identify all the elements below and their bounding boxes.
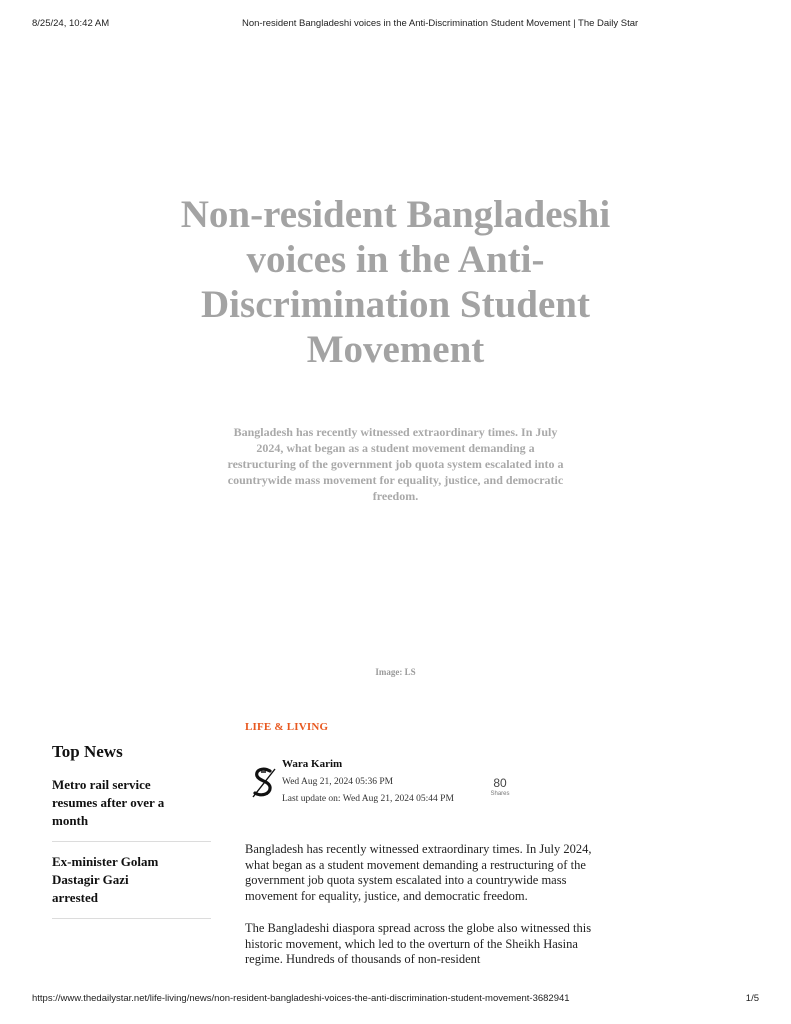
publish-date: Wed Aug 21, 2024 05:36 PM: [282, 777, 394, 787]
top-news-sidebar: [52, 742, 211, 930]
article-paragraph: The Bangladeshi diaspora spread across the globe also witnessed this historic movement, which led to the overturn of the Sheikh Hasina regime. Hundreds of thousands of non-resident: [245, 920, 592, 967]
print-page-title: Non-resident Bangladeshi voices in the Anti-Discrimination Student Movement | The Daily Star: [242, 18, 639, 29]
shares-counter: [485, 776, 515, 798]
shares-count: 80: [493, 776, 507, 790]
top-news-item-title[interactable]: Metro rail service resumes after over a month: [52, 777, 165, 828]
shares-label: Shares: [490, 791, 510, 797]
top-news-item[interactable]: [52, 853, 211, 919]
article-paragraph: Bangladesh has recently witnessed extraordinary times. In July 2024, what began as a student movement demanding a restructuring of the government job quota system escalated into a countrywide mass movement for equality, justice, and democratic freedom.: [245, 842, 592, 904]
author-name[interactable]: Wara Karim: [282, 758, 343, 770]
top-news-item-title[interactable]: Ex-minister Golam Dastagir Gazi arrested: [52, 854, 159, 905]
print-header: [32, 18, 759, 32]
article-summary: Bangladesh has recently witnessed extraordinary times. In July 2024, what began as a student movement demanding a restructuring of the government job quota system escalated into a countrywide mass movement for equality, justice, and democratic freedom.: [227, 425, 564, 503]
print-footer: [32, 993, 759, 1007]
byline: [245, 758, 545, 822]
print-url: https://www.thedailystar.net/life-living/news/non-resident-bangladeshi-voices-the-anti-discrimination-student-movement-3682941: [32, 993, 570, 1004]
article-headline: Non-resident Bangladeshi voices in the Anti-Discrimination Student Movement: [180, 193, 611, 371]
top-news-heading: Top News: [52, 742, 123, 761]
page-number: 1/5: [745, 993, 759, 1004]
update-date: Last update on: Wed Aug 21, 2024 05:44 PM: [282, 794, 454, 804]
top-news-item[interactable]: [52, 776, 211, 842]
daily-star-logo-icon: [249, 766, 279, 800]
print-datetime: 8/25/24, 10:42 AM: [32, 18, 110, 29]
category-link[interactable]: LIFE & LIVING: [245, 721, 329, 733]
article-body: [245, 842, 600, 984]
image-caption: Image: LS: [375, 667, 416, 677]
